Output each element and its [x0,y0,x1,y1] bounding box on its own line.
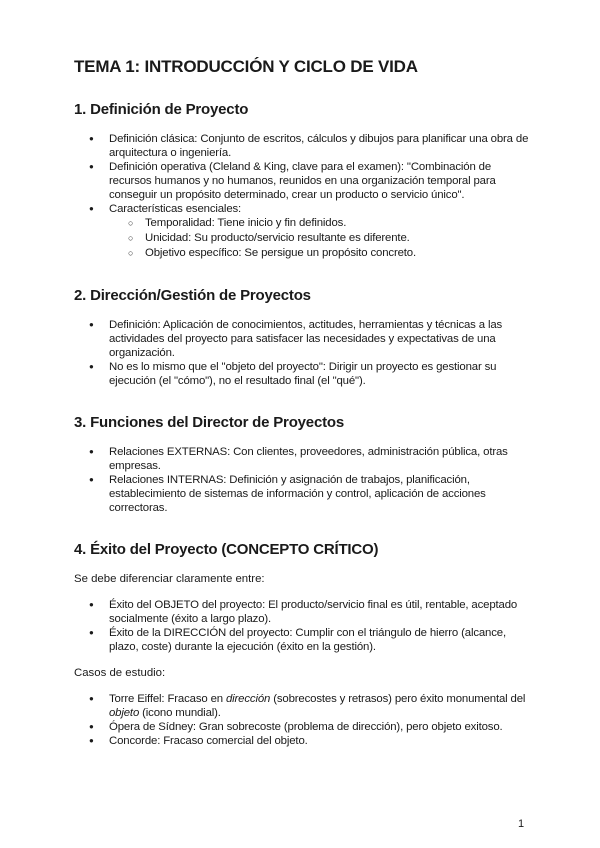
list-item [74,720,534,734]
document-title: TEMA 1: INTRODUCCIÓN Y CICLO DE VIDA [74,57,418,76]
list-item-text: Definición operativa (Cleland & King, clave para el examen): "Combinación de recursos humanos y no humanos, reunidos en una organización temporal para conseguir un propósito determinado, crear un producto o servicio único". [109,161,496,201]
list-item-text: Relaciones EXTERNAS: Con clientes, proveedores, administración pública, otras empresas. [109,446,508,472]
list-item [74,132,534,160]
sub-list-item [109,246,534,261]
list-item [74,473,534,515]
sub-list-item-text: Unicidad: Su producto/servicio resultante es diferente. [145,232,410,244]
bullet-list [74,445,534,515]
sub-list-item [109,231,534,246]
cases-label: Casos de estudio: [74,667,166,679]
section-direccion-gestion [74,287,534,388]
list-item-text: No es lo mismo que el "objeto del proyecto": Dirigir un proyecto es gestionar su ejecución (el "cómo"), no el resultado final (el "qué"). [109,361,497,387]
section-definicion-proyecto [74,101,534,261]
list-item [74,734,534,748]
bullet-list [74,132,534,261]
list-item [74,160,534,202]
section-heading: 3. Funciones del Director de Proyectos [74,414,344,431]
list-item-text: Definición: Aplicación de conocimientos, actitudes, herramientas y técnicas a las actividades del proyecto para satisfacer las necesidades y expectativas de una organización. [109,319,503,359]
section-funciones-director [74,414,534,515]
page-number: 1 [518,818,525,830]
list-item-text: Éxito del OBJETO del proyecto: El producto/servicio final es útil, rentable, aceptado socialmente (éxito a largo plazo). [109,599,518,625]
section-exito-proyecto [74,541,534,748]
section-heading: 2. Dirección/Gestión de Proyectos [74,287,311,304]
sub-list-item [109,216,534,231]
sub-list-item-text: Temporalidad: Tiene inicio y fin definidos. [145,217,347,229]
list-item-text: Ópera de Sídney: Gran sobrecoste (problema de dirección), pero objeto exitoso. [109,721,503,733]
bullet-list [74,598,534,654]
case-text-emphasis: dirección [225,693,271,705]
list-item [74,626,534,654]
case-text-emphasis: objeto [109,707,140,719]
section-heading: 4. Éxito del Proyecto (CONCEPTO CRÍTICO) [74,541,379,558]
list-item [74,318,534,360]
list-item-text: Características esenciales: [109,203,242,215]
sub-list-item-text: Objetivo específico: Se persigue un propósito concreto. [145,247,416,259]
list-item-text: Relaciones INTERNAS: Definición y asignación de trabajos, planificación, establecimiento de sistemas de información y control, aplicación de acciones correctoras. [109,474,486,514]
sub-bullet-list [109,216,534,261]
list-item [74,598,534,626]
list-item-text: Concorde: Fracaso comercial del objeto. [109,735,308,747]
list-item-text: Éxito de la DIRECCIÓN del proyecto: Cumplir con el triángulo de hierro (alcance, plazo, coste) durante la ejecución (éxito en la gestión). [109,627,506,653]
cases-list [74,692,534,748]
case-text-c: (sobrecostes y retrasos) pero éxito monumental del [270,693,526,705]
list-item [74,202,534,261]
list-item [74,360,534,388]
section-heading: 1. Definición de Proyecto [74,101,249,118]
list-item [74,445,534,473]
bullet-list [74,318,534,388]
case-text-e: (icono mundial). [139,707,221,719]
list-item-text: Definición clásica: Conjunto de escritos, cálculos y dibujos para planificar una obra de arquitectura o ingeniería. [109,133,529,159]
list-item [74,692,534,720]
case-text-a: Torre Eiffel: Fracaso en [109,693,226,705]
section-intro: Se debe diferenciar claramente entre: [74,573,265,585]
